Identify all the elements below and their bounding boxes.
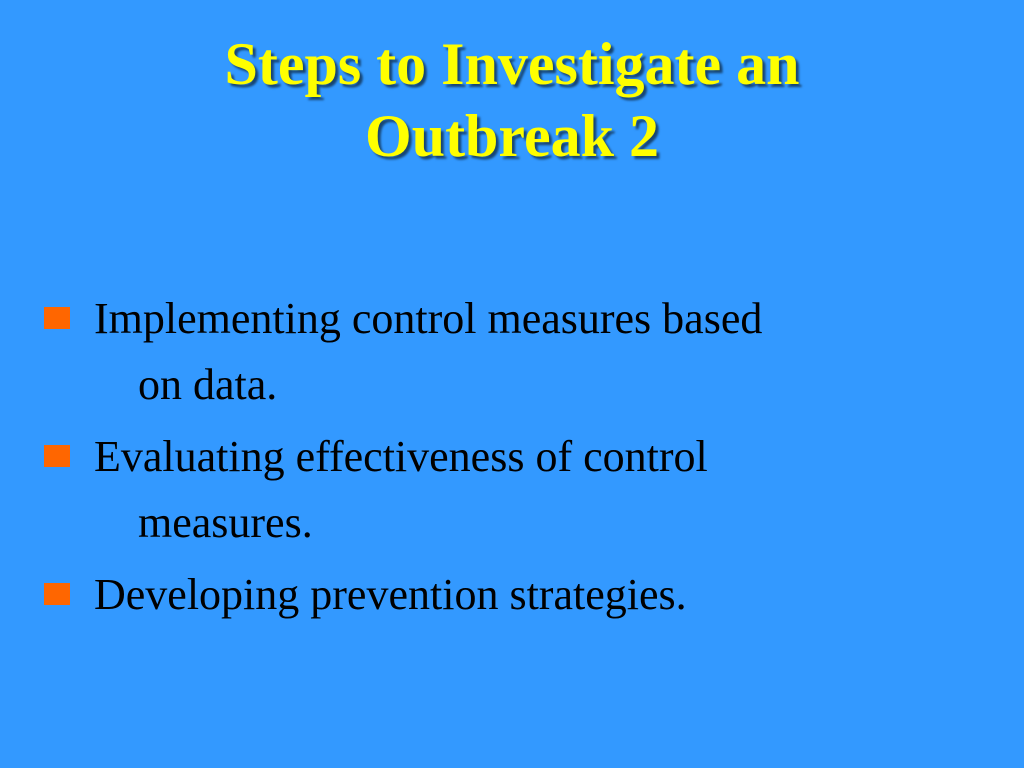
bullet-item	[40, 286, 1000, 418]
square-bullet-icon	[44, 583, 70, 605]
bullet-text	[94, 424, 1000, 556]
bullet-line: Evaluating effectiveness of control	[94, 432, 708, 481]
square-bullet-icon	[44, 307, 70, 329]
bullet-line: measures.	[138, 498, 313, 547]
bullet-line: Developing prevention strategies.	[94, 570, 687, 619]
slide-title-line-1: Steps to Investigate an	[224, 31, 800, 97]
slide-title	[0, 28, 1024, 172]
bullet-line: on data.	[138, 360, 278, 409]
bullet-item	[40, 562, 1000, 628]
bullet-text	[94, 286, 1000, 418]
bullet-list	[40, 286, 1000, 634]
square-bullet-icon	[44, 445, 70, 467]
bullet-text	[94, 562, 1000, 628]
bullet-item	[40, 424, 1000, 556]
slide-title-line-2: Outbreak 2	[365, 103, 659, 169]
bullet-line: Implementing control measures based	[94, 294, 763, 343]
